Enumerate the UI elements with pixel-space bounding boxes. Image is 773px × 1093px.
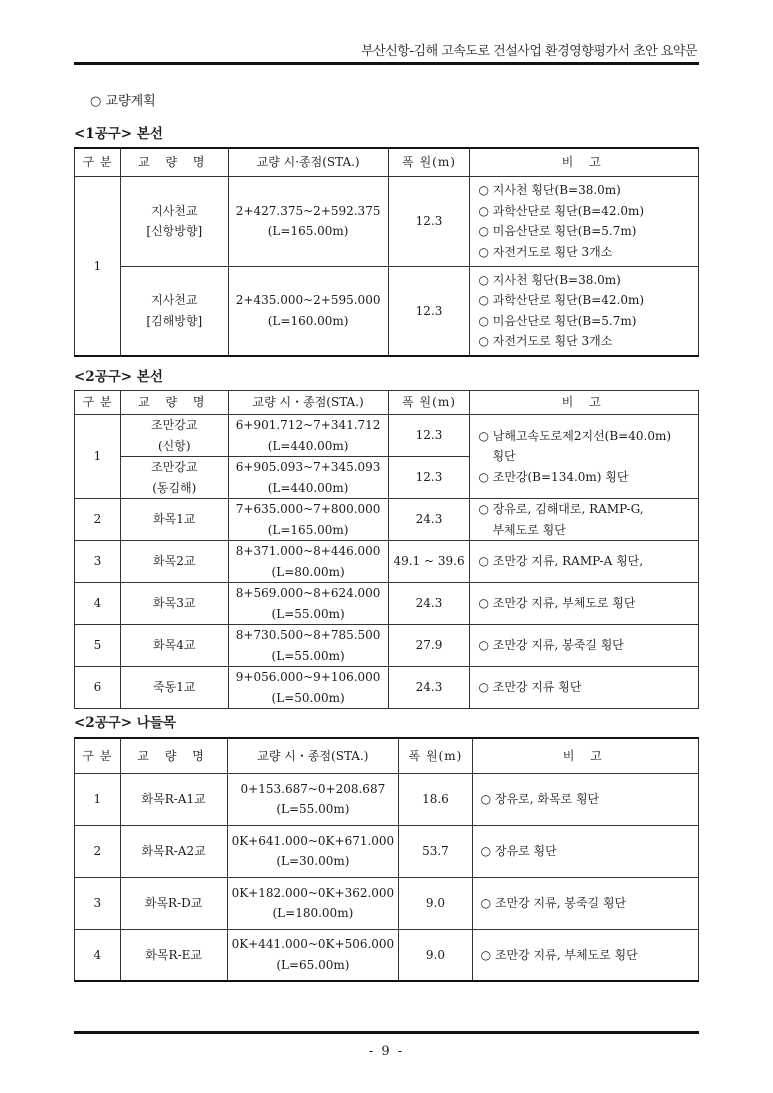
sta-cell: 8+569.000~8+624.000 (L=55.00m) [228,583,388,625]
remarks-cell: ○ 조만강 지류, 부체도로 횡단 [470,583,699,625]
width-cell: 12.3 [388,176,470,266]
remarks-cell: ○ 조만강 지류, 봉죽길 횡단 [472,877,698,929]
col-header-sta: 교량 시・종점(STA.) [228,391,388,415]
division-cell: 1 [75,415,121,499]
col-header-bridge-name: 교 량 명 [120,738,227,773]
section-2-heading: <2공구> 본선 [74,369,163,385]
division-cell: 2 [75,499,121,541]
bridge-name-cell: 화목2교 [120,541,228,583]
width-cell: 18.6 [399,773,472,825]
remarks-cell: ○ 조만강 지류 횡단 [470,667,699,709]
remarks-cell: ○ 장유로, 화목로 횡단 [472,773,698,825]
table-header-row [75,148,699,176]
col-header-sta: 교량 시・종점(STA.) [227,738,399,773]
remarks-cell: ○ 조만강 지류, RAMP-A 횡단, [470,541,699,583]
table-row [75,176,699,266]
table-header-row [75,738,699,773]
section-3-heading: <2공구> 나들목 [74,715,176,731]
width-cell: 53.7 [399,825,472,877]
section-1-table [74,147,699,357]
sta-cell: 6+901.712~7+341.712 (L=440.00m) [228,415,388,457]
table-row [75,773,699,825]
width-cell: 12.3 [388,457,470,499]
bridge-name-cell: 화목3교 [120,583,228,625]
bridge-name-cell: 화목R-E교 [120,929,227,981]
bridge-name-cell: 화목R-D교 [120,877,227,929]
division-cell: 4 [75,583,121,625]
width-cell: 24.3 [388,667,470,709]
col-header-remarks: 비 고 [470,391,699,415]
col-header-division: 구 분 [75,391,121,415]
col-header-division: 구 분 [75,738,121,773]
table-row [75,625,699,667]
division-cell: 3 [75,877,121,929]
table-header-row [75,391,699,415]
sta-cell: 9+056.000~9+106.000 (L=50.00m) [228,667,388,709]
sta-cell: 2+427.375~2+592.375 (L=165.00m) [228,176,388,266]
remarks-cell: ○ 장유로 횡단 [472,825,698,877]
bridge-name-cell: 화목1교 [120,499,228,541]
col-header-bridge-name: 교 량 명 [120,148,228,176]
section-1-heading: <1공구> 본선 [74,126,163,142]
footer-rule [74,1031,699,1034]
table-row [75,266,699,356]
col-header-remarks: 비 고 [470,148,699,176]
sta-cell: 0+153.687~0+208.687 (L=55.00m) [227,773,399,825]
division-cell: 3 [75,541,121,583]
bridge-name-cell: 화목4교 [120,625,228,667]
remarks-cell: ○ 지사천 횡단(B=38.0m) ○ 과학산단로 횡단(B=42.0m) ○ 미음산단로 횡단(B=5.7m) ○ 자전거도로 횡단 3개소 [470,266,699,356]
col-header-width: 폭 원(m) [388,391,470,415]
table-row [75,667,699,709]
width-cell: 9.0 [399,877,472,929]
remarks-cell: ○ 장유로, 김해대로, RAMP-G, 부체도로 횡단 [470,499,699,541]
table-row [75,415,699,457]
remarks-cell: ○ 지사천 횡단(B=38.0m) ○ 과학산단로 횡단(B=42.0m) ○ 미음산단로 횡단(B=5.7m) ○ 자전거도로 횡단 3개소 [470,176,699,266]
width-cell: 27.9 [388,625,470,667]
col-header-remarks: 비 고 [472,738,698,773]
sta-cell: 8+371.000~8+446.000 (L=80.00m) [228,541,388,583]
table-row [75,499,699,541]
bridge-name-cell: 조만강교 (신항) [120,415,228,457]
division-cell: 4 [75,929,121,981]
remarks-cell: ○ 조만강 지류, 부체도로 횡단 [472,929,698,981]
bridge-name-cell: 지사천교 [김해방향] [120,266,228,356]
sta-cell: 0K+182.000~0K+362.000 (L=180.00m) [227,877,399,929]
bridge-plan-heading: ○ 교량계획 [90,94,156,109]
remarks-cell: ○ 조만강 지류, 봉죽길 횡단 [470,625,699,667]
remarks-cell: ○ 남해고속도로제2지선(B=40.0m) 횡단 ○ 조만강(B=134.0m) 횡단 [470,415,699,499]
table-row [75,929,699,981]
width-cell: 12.3 [388,266,470,356]
division-cell: 1 [75,176,121,356]
section-2-table [74,390,699,709]
division-cell: 5 [75,625,121,667]
sta-cell: 2+435.000~2+595.000 (L=160.00m) [228,266,388,356]
sta-cell: 7+635.000~7+800.000 (L=165.00m) [228,499,388,541]
table-row [75,583,699,625]
col-header-bridge-name: 교 량 명 [120,391,228,415]
bridge-name-cell: 죽동1교 [120,667,228,709]
division-cell: 6 [75,667,121,709]
header-rule [74,62,699,65]
col-header-width: 폭 원(m) [399,738,472,773]
sta-cell: 0K+641.000~0K+671.000 (L=30.00m) [227,825,399,877]
width-cell: 12.3 [388,415,470,457]
table-row [75,877,699,929]
table-row [75,825,699,877]
division-cell: 1 [75,773,121,825]
bridge-name-cell: 화목R-A2교 [120,825,227,877]
width-cell: 9.0 [399,929,472,981]
bridge-name-cell: 화목R-A1교 [120,773,227,825]
sta-cell: 6+905.093~7+345.093 (L=440.00m) [228,457,388,499]
col-header-width: 폭 원(m) [388,148,470,176]
width-cell: 24.3 [388,499,470,541]
bridge-name-cell: 지사천교 [신항방향] [120,176,228,266]
division-cell: 2 [75,825,121,877]
sta-cell: 8+730.500~8+785.500 (L=55.00m) [228,625,388,667]
document-header-title: 부산신항-김해 고속도로 건설사업 환경영향평가서 초안 요약문 [361,44,697,59]
width-cell: 49.1 ~ 39.6 [388,541,470,583]
sta-cell: 0K+441.000~0K+506.000 (L=65.00m) [227,929,399,981]
section-3-table [74,737,699,982]
table-row [75,541,699,583]
col-header-sta: 교량 시·종점(STA.) [228,148,388,176]
width-cell: 24.3 [388,583,470,625]
col-header-division: 구 분 [75,148,121,176]
bridge-name-cell: 조만강교 (동김해) [120,457,228,499]
page-number: - 9 - [368,1044,405,1059]
